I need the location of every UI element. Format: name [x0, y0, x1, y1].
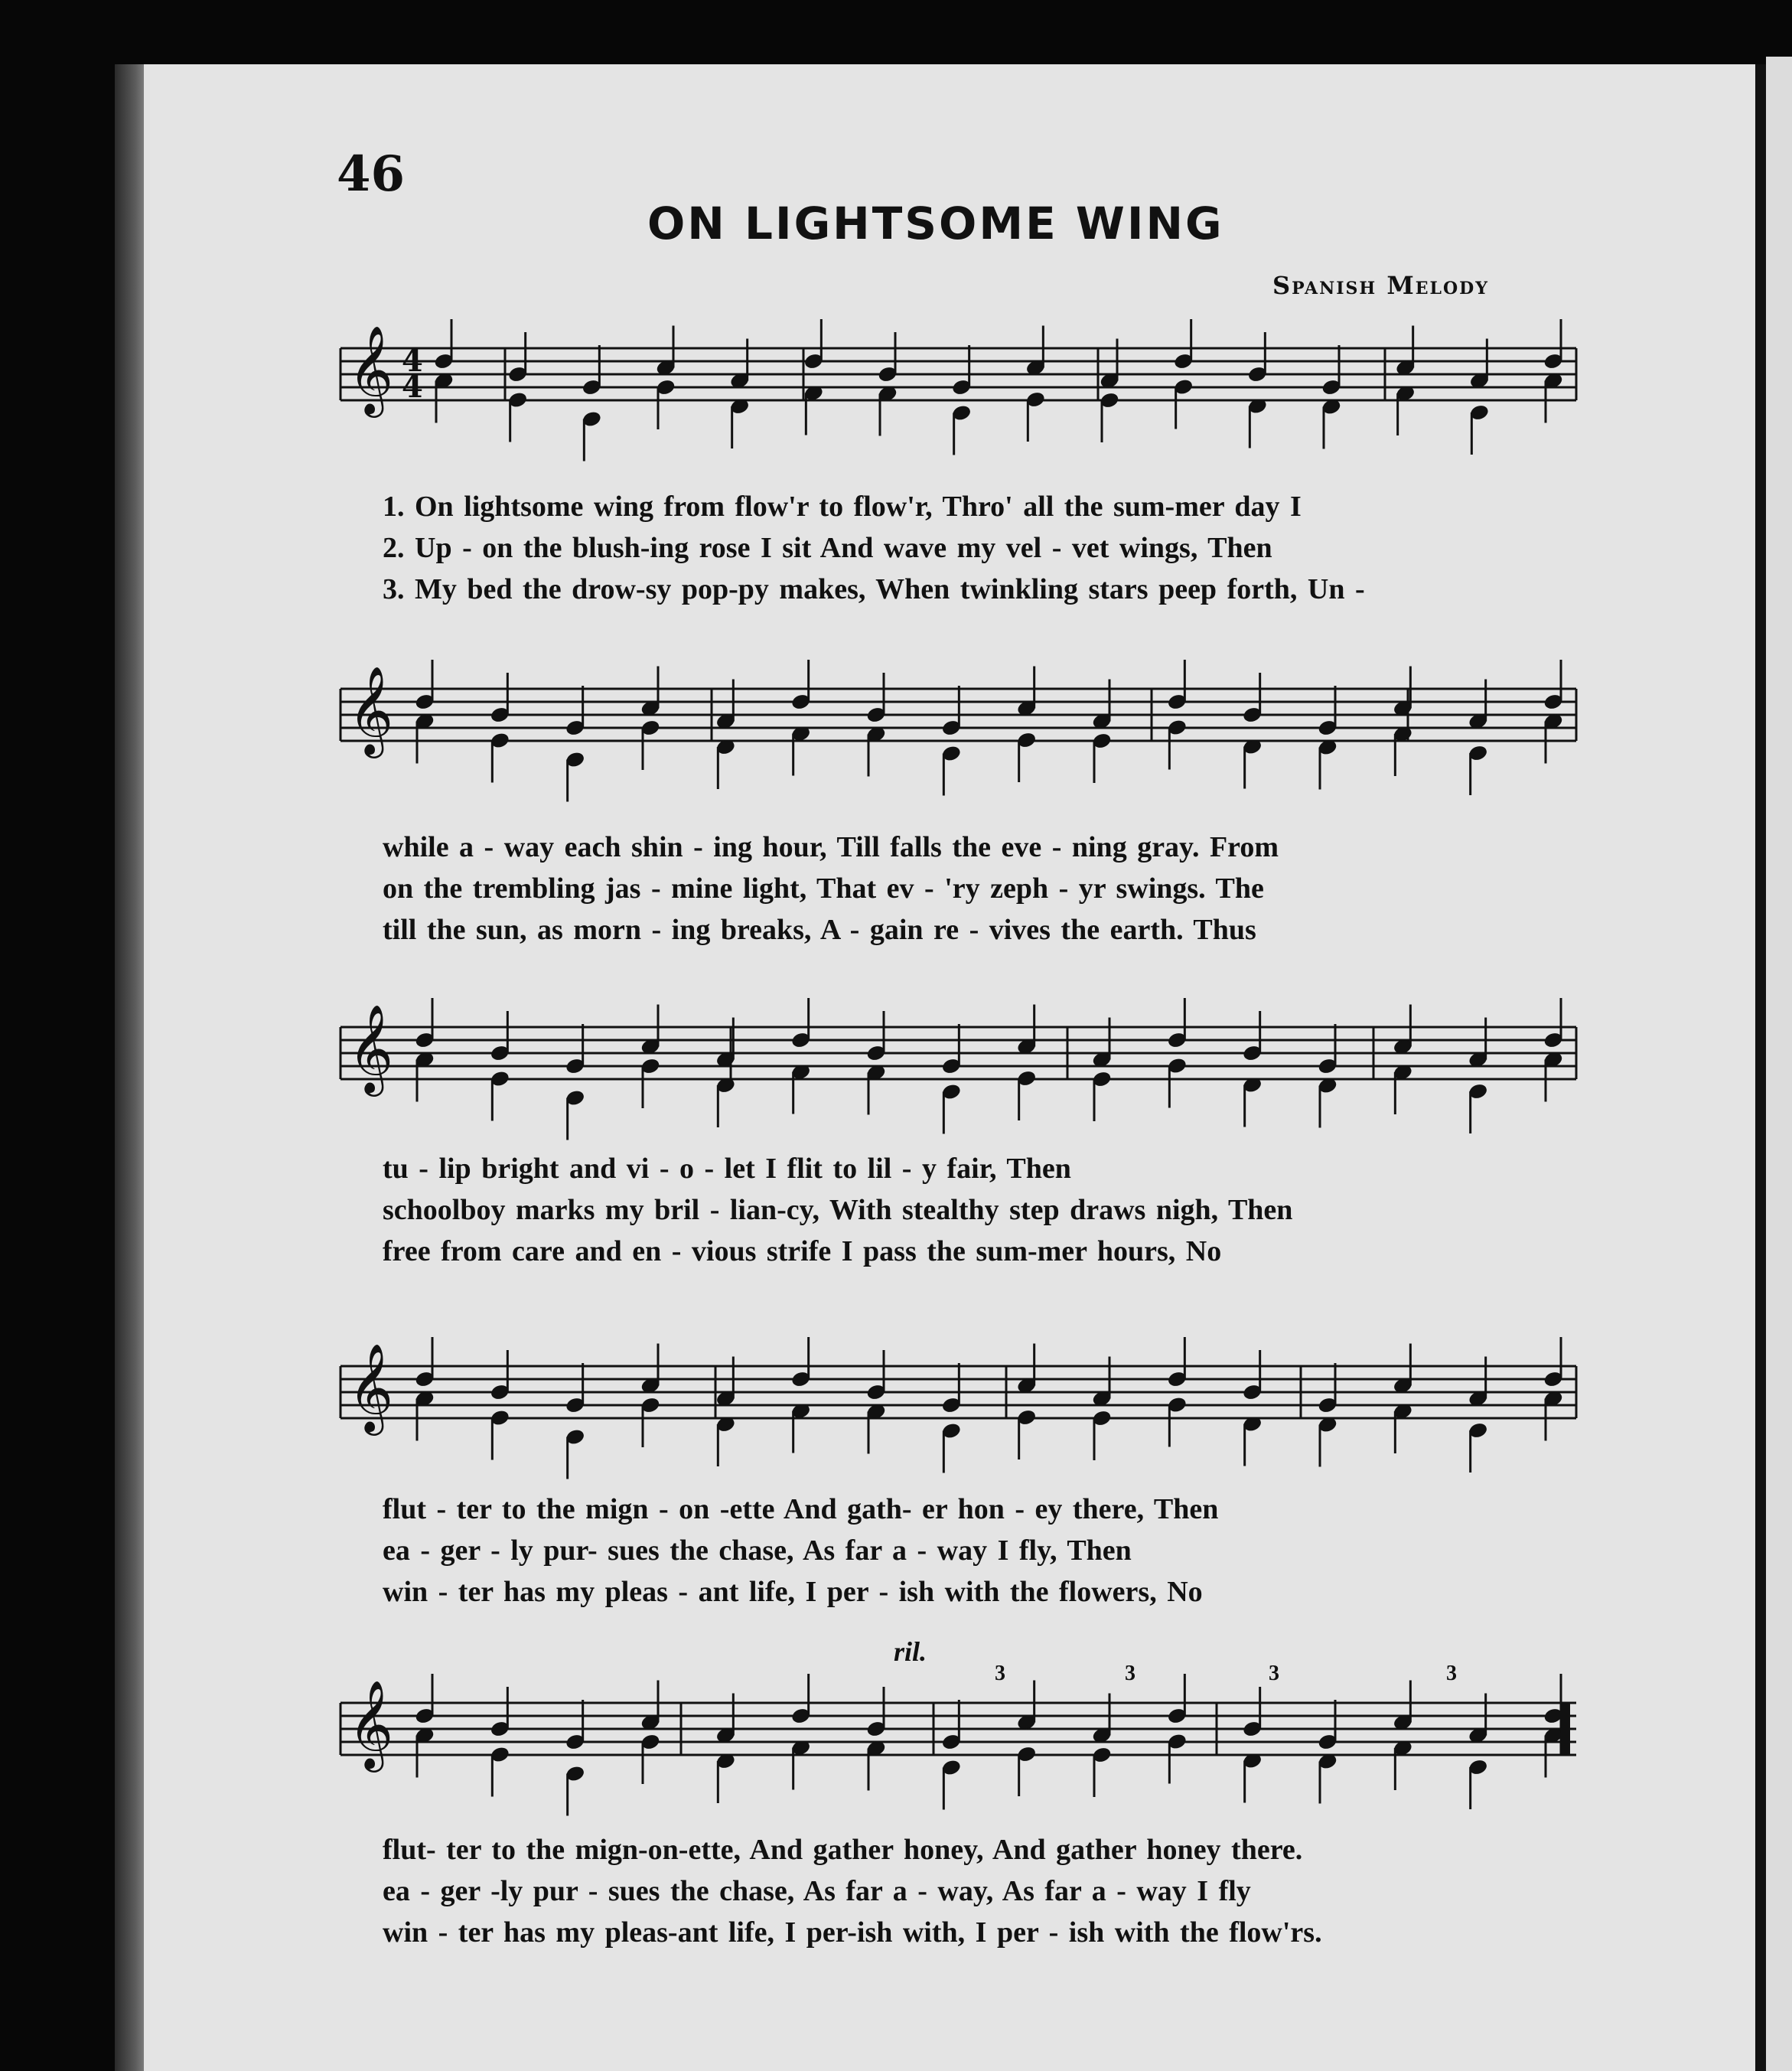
time-signature: 4	[402, 343, 423, 379]
lyric-line: ea - ger -ly pur - sues the chase, As far a - way, As far a - way I fly	[383, 1875, 1251, 1907]
lyric-line: tu - lip bright and vi - o - let I flit to lil - y fair, Then	[383, 1153, 1071, 1185]
composer-attribution: Spanish Melody	[1272, 271, 1489, 300]
lyric-line: flut - ter to the mign - on -ette And gath- er hon - ey there, Then	[383, 1493, 1219, 1525]
lyric-line: till the sun, as morn - ing breaks, A - gain re - vives the earth. Thus	[383, 914, 1256, 946]
treble-clef-icon: 𝄞	[348, 1679, 394, 1769]
lyric-line: free from care and en - vious strife I pass the sum-mer hours, No	[383, 1235, 1222, 1267]
treble-clef-icon: 𝄞	[348, 1003, 394, 1093]
lyric-line: schoolboy marks my bril - lian-cy, With stealthy step draws nigh, Then	[383, 1194, 1293, 1226]
lyric-line: while a - way each shin - ing hour, Till falls the eve - ning gray. From	[383, 831, 1279, 863]
lyric-line: flut- ter to the mign-on-ette, And gather honey, And gather honey there.	[383, 1834, 1303, 1866]
lyric-line: 3. My bed the drow-sy pop-py makes, When twinkling stars peep forth, Un -	[383, 573, 1365, 605]
triplet-marking: 3	[1125, 1662, 1135, 1685]
triplet-marking: 3	[1269, 1662, 1279, 1685]
treble-clef-icon: 𝄞	[348, 325, 394, 414]
treble-clef-icon: 𝄞	[348, 1342, 394, 1432]
page-number: 46	[337, 145, 406, 203]
lyric-line: 2. Up - on the blush-ing rose I sit And wave my vel - vet wings, Then	[383, 532, 1272, 564]
time-signature: 4	[402, 369, 423, 405]
lyric-line: on the trembling jas - mine light, That ev - 'ry zeph - yr swings. The	[383, 872, 1264, 905]
triplet-marking: 3	[1446, 1662, 1457, 1685]
ritardando-marking: ril.	[894, 1636, 927, 1667]
lyric-line: ea - ger - ly pur- sues the chase, As far a - way I fly, Then	[383, 1534, 1132, 1567]
lyric-line: win - ter has my pleas - ant life, I per - ish with the flowers, No	[383, 1576, 1203, 1608]
song-title: ON LIGHTSOME WING	[647, 197, 1224, 249]
treble-clef-icon: 𝄞	[348, 665, 394, 755]
final-bar-line	[1561, 1703, 1570, 1755]
lyric-line: win - ter has my pleas-ant life, I per-ish with, I per - ish with the flow'rs.	[383, 1916, 1322, 1949]
lyric-line: 1. On lightsome wing from flow'r to flow'r, Thro' all the sum-mer day I	[383, 491, 1302, 523]
triplet-marking: 3	[995, 1662, 1005, 1685]
